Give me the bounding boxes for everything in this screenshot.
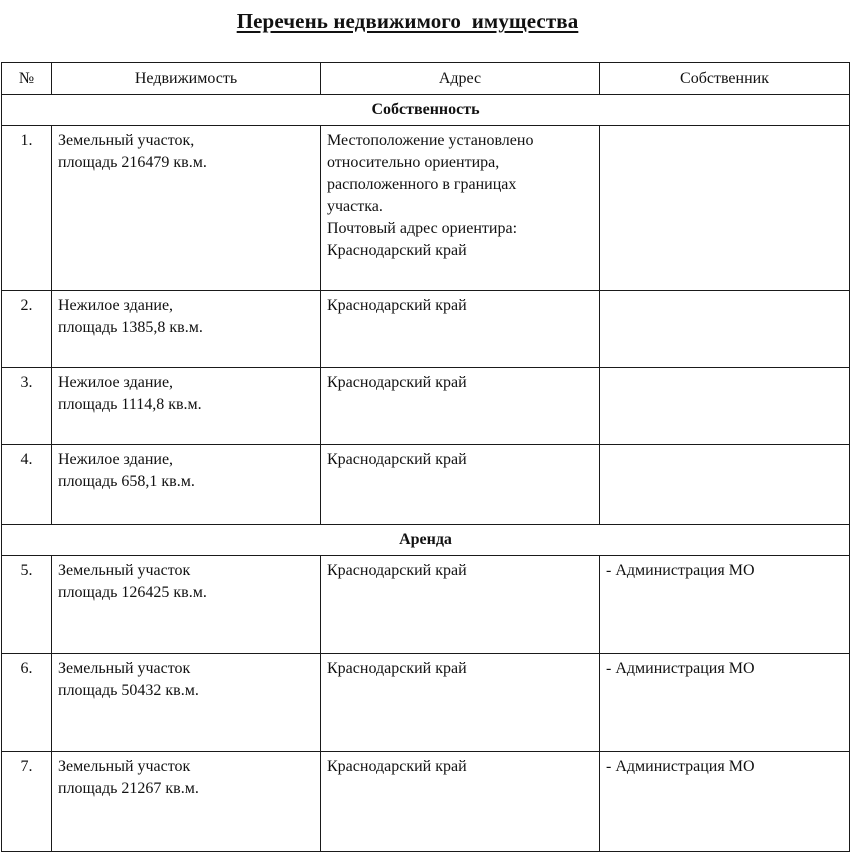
address-line: Краснодарский край <box>327 758 467 775</box>
table-row <box>2 126 850 291</box>
address-line: участка. <box>327 198 383 215</box>
owner-cell <box>600 291 850 368</box>
header-property: Недвижимость <box>52 63 321 95</box>
table-row <box>2 654 850 752</box>
property-cell <box>52 556 321 654</box>
address-cell <box>321 445 600 525</box>
address-cell <box>321 368 600 445</box>
document-title: Перечень недвижимого имущества <box>236 9 579 33</box>
property-cell <box>52 654 321 752</box>
row-number: 1. <box>2 126 52 291</box>
address-line: Краснодарский край <box>327 451 467 468</box>
address-cell <box>321 752 600 852</box>
owner-cell <box>600 368 850 445</box>
property-line: Земельный участок <box>58 660 191 677</box>
property-line: Нежилое здание, <box>58 374 174 391</box>
address-line: Краснодарский край <box>327 242 467 259</box>
table-row <box>2 445 850 525</box>
table-row <box>2 368 850 445</box>
property-line: площадь 1114,8 кв.м. <box>58 396 202 413</box>
property-line: Нежилое здание, <box>58 451 174 468</box>
address-cell <box>321 291 600 368</box>
property-line: площадь 21267 кв.м. <box>58 780 199 797</box>
address-line: Почтовый адрес ориентира: <box>327 220 518 237</box>
row-number: 6. <box>2 654 52 752</box>
row-number: 3. <box>2 368 52 445</box>
header-address: Адрес <box>321 63 600 95</box>
owner-cell <box>600 445 850 525</box>
row-number: 4. <box>2 445 52 525</box>
row-number: 2. <box>2 291 52 368</box>
address-cell <box>321 556 600 654</box>
section-row <box>2 95 850 126</box>
table-row <box>2 291 850 368</box>
property-line: площадь 658,1 кв.м. <box>58 473 195 490</box>
property-line: площадь 126425 кв.м. <box>58 584 207 601</box>
property-line: Нежилое здание, <box>58 297 174 314</box>
address-cell <box>321 654 600 752</box>
address-line: Местоположение установлено <box>327 132 534 149</box>
header-owner: Собственник <box>600 63 850 95</box>
table-row <box>2 556 850 654</box>
table-row <box>2 752 850 852</box>
property-cell <box>52 445 321 525</box>
address-cell <box>321 126 600 291</box>
property-line: Земельный участок <box>58 758 191 775</box>
table-header-row <box>2 63 850 95</box>
property-cell <box>52 752 321 852</box>
owner-text: - Администрация МО <box>606 660 755 677</box>
property-line: Земельный участок <box>58 562 191 579</box>
row-number: 7. <box>2 752 52 852</box>
property-cell <box>52 291 321 368</box>
address-line: расположенного в границах <box>327 176 517 193</box>
owner-cell <box>600 126 850 291</box>
property-cell <box>52 368 321 445</box>
property-line: площадь 216479 кв.м. <box>58 154 207 171</box>
owner-cell <box>600 752 850 852</box>
property-line: Земельный участок, <box>58 132 195 149</box>
section-row <box>2 525 850 556</box>
address-line: Краснодарский край <box>327 660 467 677</box>
property-line: площадь 50432 кв.м. <box>58 682 199 699</box>
owner-cell <box>600 654 850 752</box>
header-number: № <box>2 63 52 95</box>
address-line: относительно ориентира, <box>327 154 500 171</box>
section-title: Аренда <box>2 525 850 556</box>
owner-text: - Администрация МО <box>606 758 755 775</box>
owner-cell <box>600 556 850 654</box>
address-line: Краснодарский край <box>327 297 467 314</box>
property-cell <box>52 126 321 291</box>
row-number: 5. <box>2 556 52 654</box>
table-body <box>2 95 850 852</box>
owner-text: - Администрация МО <box>606 562 755 579</box>
address-line: Краснодарский край <box>327 374 467 391</box>
address-line: Краснодарский край <box>327 562 467 579</box>
property-line: площадь 1385,8 кв.м. <box>58 319 203 336</box>
property-table <box>1 62 850 852</box>
section-title: Собственность <box>2 95 850 126</box>
